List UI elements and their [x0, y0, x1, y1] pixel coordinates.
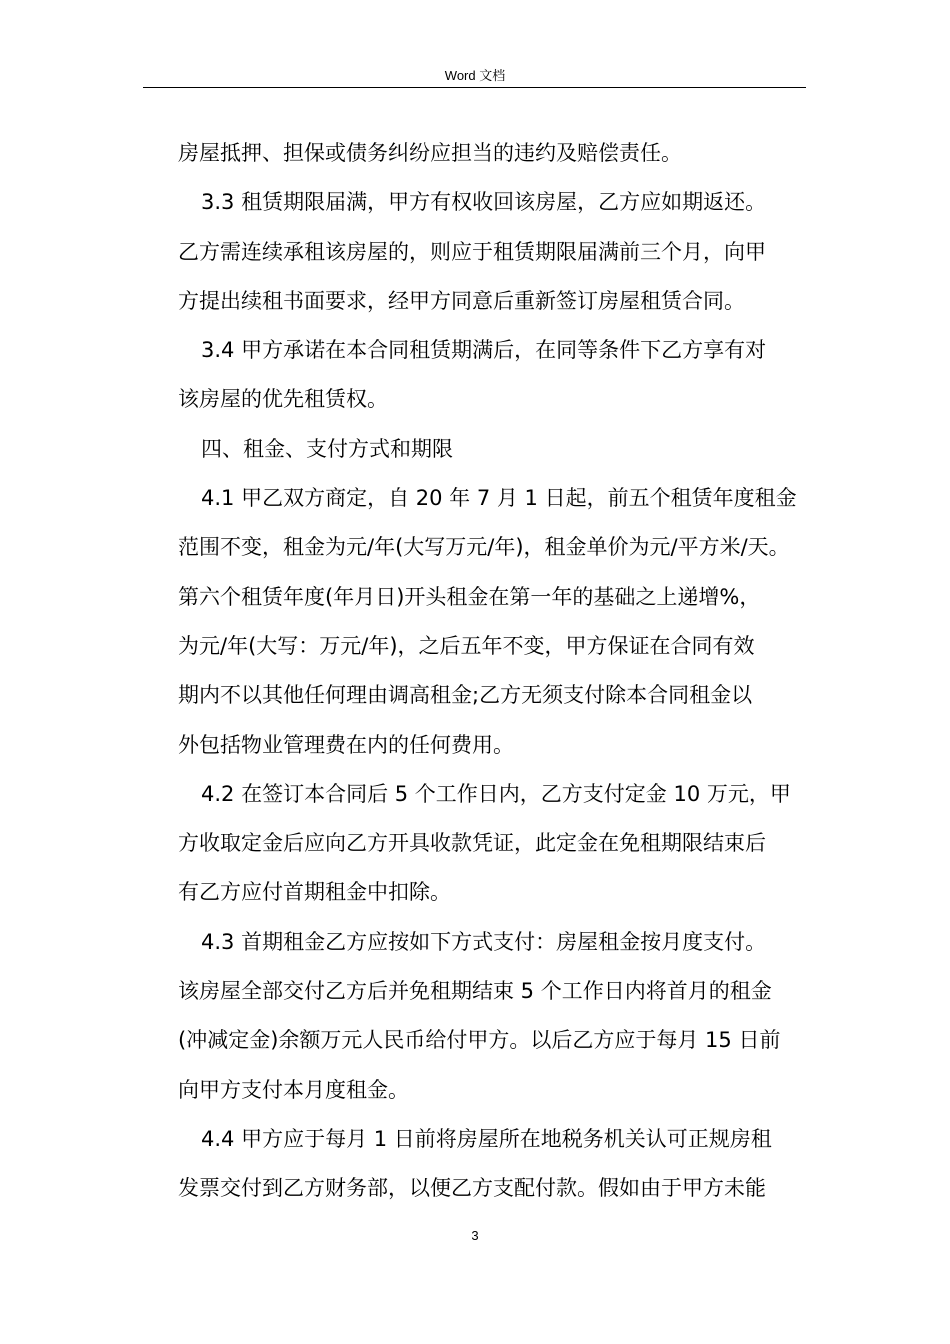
text-line: 该房屋全部交付乙方后并免租期结束 5 个工作日内将首月的租金 [178, 979, 772, 1004]
header-divider [143, 87, 806, 88]
text-line: 有乙方应付首期租金中扣除。 [178, 880, 451, 905]
document-body [178, 130, 838, 1215]
page-header: Word 文档 [444, 68, 506, 83]
text-line: 向甲方支付本月度租金。 [178, 1077, 409, 1102]
text-line: 发票交付到乙方财务部，以便乙方支配付款。假如由于甲方未能 [178, 1176, 766, 1201]
text-line: 为元/年(大写：万元/年)，之后五年不变，甲方保证在合同有效 [178, 633, 755, 658]
text-line: 房屋抵押、担保或债务纠纷应担当的违约及赔偿责任。 [178, 141, 682, 165]
section-heading: 四、租金、支付方式和期限 [201, 436, 453, 461]
text-line: 期内不以其他任何理由调高租金;乙方无须支付除本合同租金以 [178, 683, 753, 708]
page-number: 3 [471, 1228, 479, 1243]
text-line: 乙方需连续承租该房屋的，则应于租赁期限届满前三个月，向甲 [178, 239, 766, 264]
text-line: 3.3 租赁期限届满，甲方有权收回该房屋，乙方应如期返还。 [201, 190, 767, 215]
text-line: 3.4 甲方承诺在本合同租赁期满后，在同等条件下乙方享有对 [201, 338, 767, 363]
text-line: 外包括物业管理费在内的任何费用。 [178, 732, 514, 757]
text-line: 方提出续租书面要求，经甲方同意后重新签订房屋租赁合同。 [178, 288, 745, 313]
text-line: 4.1 甲乙双方商定，自 20 年 7 月 1 日起，前五个租赁年度租金 [201, 486, 797, 511]
text-line: 4.3 首期租金乙方应按如下方式支付：房屋租金按月度支付。 [201, 929, 767, 954]
text-line: 4.2 在签订本合同后 5 个工作日内，乙方支付定金 10 万元，甲 [201, 781, 791, 806]
text-line: 方收取定金后应向乙方开具收款凭证，此定金在免租期限结束后 [178, 831, 766, 856]
text-line: 该房屋的优先租赁权。 [178, 387, 388, 412]
text-line: 第六个租赁年度(年月日)开头租金在第一年的基础之上递增%， [178, 584, 761, 609]
text-line: 4.4 甲方应于每月 1 日前将房屋所在地税务机关认可正规房租 [201, 1126, 772, 1151]
text-line: 范围不变，租金为元/年(大写万元/年)，租金单价为元/平方米/天。 [178, 535, 790, 560]
text-line: (冲减定金)余额万元人民币给付甲方。以后乙方应于每月 15 日前 [178, 1028, 781, 1053]
